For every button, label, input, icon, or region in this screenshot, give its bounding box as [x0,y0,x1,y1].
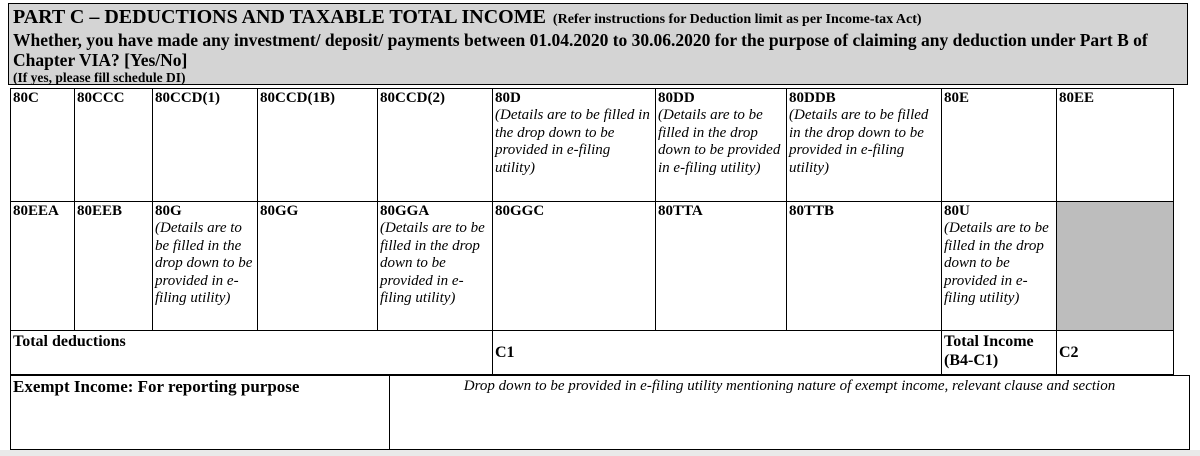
section-code: 80U [944,203,970,219]
cell-80eeb[interactable] [75,202,153,331]
section-code: 80D [495,90,521,106]
cell-80eea[interactable] [11,202,75,331]
shaded-blank-cell [1057,202,1174,331]
section-code: 80GGA [380,203,430,219]
cell-80ccd-1b[interactable] [258,89,378,202]
section-code: 80EE [1059,90,1095,106]
cell-80e[interactable] [942,89,1057,202]
cell-80g[interactable] [153,202,258,331]
deductions-row-1 [11,89,1174,202]
section-code: 80CCC [77,90,125,106]
section-code: 80EEA [13,203,59,219]
deductions-row-2 [11,202,1174,331]
c2-cell[interactable] [1057,331,1174,375]
section-note: (Details are to be filled in the drop down to be provided in e-filing utility) [789,107,929,176]
cell-80c[interactable] [11,89,75,202]
cell-80u[interactable] [942,202,1057,331]
total-deductions-label-cell [11,331,493,375]
investment-question: Whether, you have made any investment/ deposit/ payments between 01.04.2020 to 30.06.2020 for the purpose of claiming any deduction under Part B of Chapter VIA? [Yes/No] [13,30,1148,70]
cell-80ccc[interactable] [75,89,153,202]
cell-80ddb[interactable] [787,89,942,202]
section-code: 80EEB [77,203,123,219]
cell-80ee[interactable] [1057,89,1174,202]
c1-cell[interactable] [493,331,942,375]
part-c-title: PART C – DEDUCTIONS AND TAXABLE TOTAL INCOME [13,6,546,28]
cell-80tta[interactable] [656,202,787,331]
section-note: (Details are to be filled in the drop down to be provided in e-filing utility) [380,220,485,306]
cell-80dd[interactable] [656,89,787,202]
totals-row [11,331,1174,375]
cell-80d[interactable] [493,89,656,202]
part-c-title-note: (Refer instructions for Deduction limit as per Income-tax Act) [552,12,922,27]
section-code: 80CCD(1) [155,90,220,106]
exempt-income-label-cell [10,375,390,450]
page-bottom-strip [0,450,1200,456]
cell-80ttb[interactable] [787,202,942,331]
section-code: 80C [13,90,39,106]
total-income-label-cell [942,331,1057,375]
deductions-table [10,88,1174,375]
section-code: 80DD [658,90,695,106]
exempt-income-note: Drop down to be provided in e-filing utility mentioning nature of exempt income, relevant clause and section [463,378,1116,394]
section-code: 80E [944,90,970,106]
section-code: 80TTB [789,203,835,219]
section-code: 80CCD(2) [380,90,445,106]
section-code: 80TTA [658,203,703,219]
exempt-income-dropdown-cell[interactable] [389,375,1190,450]
section-code: 80G [155,203,182,219]
total-income-label: Total Income (B4-C1) [944,333,1034,369]
part-c-title-line [13,6,922,29]
schedule-di-note: (If yes, please fill schedule DI) [13,70,186,85]
section-note: (Details are to be filled in the drop down to be provided in e-filing utility) [944,220,1049,306]
cell-80ccd-1[interactable] [153,89,258,202]
exempt-income-label: Exempt Income: For reporting purpose [13,377,300,396]
cell-80gga[interactable] [378,202,493,331]
c2-label: C2 [1059,344,1079,361]
c1-label: C1 [495,344,515,361]
section-note: (Details are to be filled in the drop down to be provided in e-filing utility) [658,107,781,176]
section-note: (Details are to be filled in the drop down to be provided in e-filing utility) [495,107,650,176]
section-code: 80CCD(1B) [260,90,335,106]
section-code: 80GG [260,203,299,219]
part-c-header [8,3,1188,85]
section-code: 80GGC [495,203,545,219]
section-note: (Details are to be filled in the drop down to be provided in e-filing utility) [155,220,253,306]
cell-80ccd-2[interactable] [378,89,493,202]
section-code: 80DDB [789,90,836,106]
total-deductions-label: Total deductions [13,333,126,350]
cell-80ggc[interactable] [493,202,656,331]
cell-80gg[interactable] [258,202,378,331]
